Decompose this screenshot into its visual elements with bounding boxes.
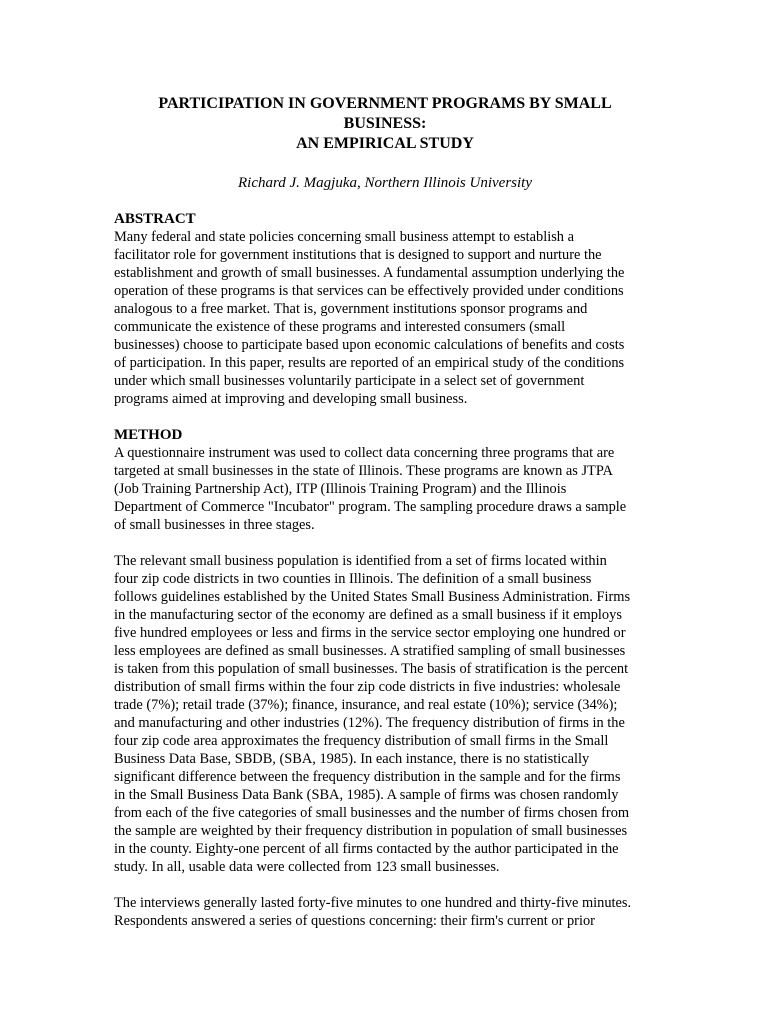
abstract-paragraph xyxy=(114,228,662,408)
text-line: Department of Commerce "Incubator" program. The sampling procedure draws a sample xyxy=(114,499,627,515)
method-paragraph-2 xyxy=(114,552,662,876)
body-content xyxy=(114,210,662,930)
text-line: in the manufacturing sector of the economy are defined as a small business if it employs xyxy=(114,607,622,623)
paragraph-gap xyxy=(114,876,662,894)
text-line: targeted at small businesses in the state of Illinois. These programs are known as JTPA xyxy=(114,463,613,479)
text-line: establishment and growth of small businesses. A fundamental assumption underlying the xyxy=(114,265,625,281)
text-line: Business Data Base, SBDB, (SBA, 1985). In each instance, there is no statistically xyxy=(114,751,590,767)
method-paragraph-3 xyxy=(114,894,662,930)
text-line: A questionnaire instrument was used to collect data concerning three programs that are xyxy=(114,445,615,461)
text-line: distribution of small firms within the four zip code districts in five industries: wholesale xyxy=(114,679,621,695)
text-line: four zip code districts in two counties in Illinois. The definition of a small business xyxy=(114,571,592,587)
text-line: Respondents answered a series of questions concerning: their firm's current or prior xyxy=(114,913,595,929)
text-line: The relevant small business population is identified from a set of firms located within xyxy=(114,553,607,569)
text-line: operation of these programs is that services can be effectively provided under conditions xyxy=(114,283,624,299)
text-line: four zip code area approximates the frequency distribution of small firms in the Small xyxy=(114,733,609,749)
text-line: and manufacturing and other industries (12%). The frequency distribution of firms in the xyxy=(114,715,625,731)
text-line: Many federal and state policies concerning small business attempt to establish a xyxy=(114,229,574,245)
paper-title xyxy=(100,94,670,154)
text-line: five hundred employees or less and firms in the service sector employing one hundred or xyxy=(114,625,626,641)
abstract-heading: ABSTRACT xyxy=(114,211,196,227)
text-line: the sample are weighted by their frequency distribution in population of small businesses xyxy=(114,823,628,839)
text-line: study. In all, usable data were collected from 123 small businesses. xyxy=(114,859,500,875)
text-line: in the county. Eighty-one percent of all firms contacted by the author participated in the xyxy=(114,841,619,857)
text-line: from each of the five categories of small businesses and the number of firms chosen from xyxy=(114,805,630,821)
text-line: follows guidelines established by the United States Small Business Administration. Firms xyxy=(114,589,631,605)
author-line: Richard J. Magjuka, Northern Illinois University xyxy=(238,175,532,191)
paragraph-gap xyxy=(114,534,662,552)
text-line: of participation. In this paper, results are reported of an empirical study of the conditions xyxy=(114,355,625,371)
method-paragraph-1 xyxy=(114,444,662,534)
text-line: The interviews generally lasted forty-five minutes to one hundred and thirty-five minutes. xyxy=(114,895,632,911)
text-line: is taken from this population of small businesses. The basis of stratification is the percent xyxy=(114,661,629,677)
text-line: in the Small Business Data Bank (SBA, 1985). A sample of firms was chosen randomly xyxy=(114,787,619,803)
text-line: (Job Training Partnership Act), ITP (Illinois Training Program) and the Illinois xyxy=(114,481,567,497)
text-line: communicate the existence of these programs and interested consumers (small xyxy=(114,319,566,335)
text-line: of small businesses in three stages. xyxy=(114,517,315,533)
text-line: trade (7%); retail trade (37%); finance, insurance, and real estate (10%); service (34%); xyxy=(114,697,618,713)
paragraph-gap xyxy=(114,408,662,426)
text-line: analogous to a free market. That is, government institutions sponsor programs and xyxy=(114,301,588,317)
title-line: BUSINESS: xyxy=(343,115,427,132)
text-line: under which small businesses voluntarily participate in a select set of government xyxy=(114,373,585,389)
title-line: PARTICIPATION IN GOVERNMENT PROGRAMS BY SMALL xyxy=(158,95,612,112)
text-line: facilitator role for government institutions that is designed to support and nurture the xyxy=(114,247,602,263)
text-line: less employees are defined as small businesses. A stratified sampling of small businesses xyxy=(114,643,626,659)
text-line: significant difference between the frequency distribution in the sample and for the firms xyxy=(114,769,621,785)
method-heading: METHOD xyxy=(114,427,183,443)
title-line: AN EMPIRICAL STUDY xyxy=(296,135,474,152)
text-line: businesses) choose to participate based upon economic calculations of benefits and costs xyxy=(114,337,625,353)
text-line: programs aimed at improving and developing small business. xyxy=(114,391,468,407)
